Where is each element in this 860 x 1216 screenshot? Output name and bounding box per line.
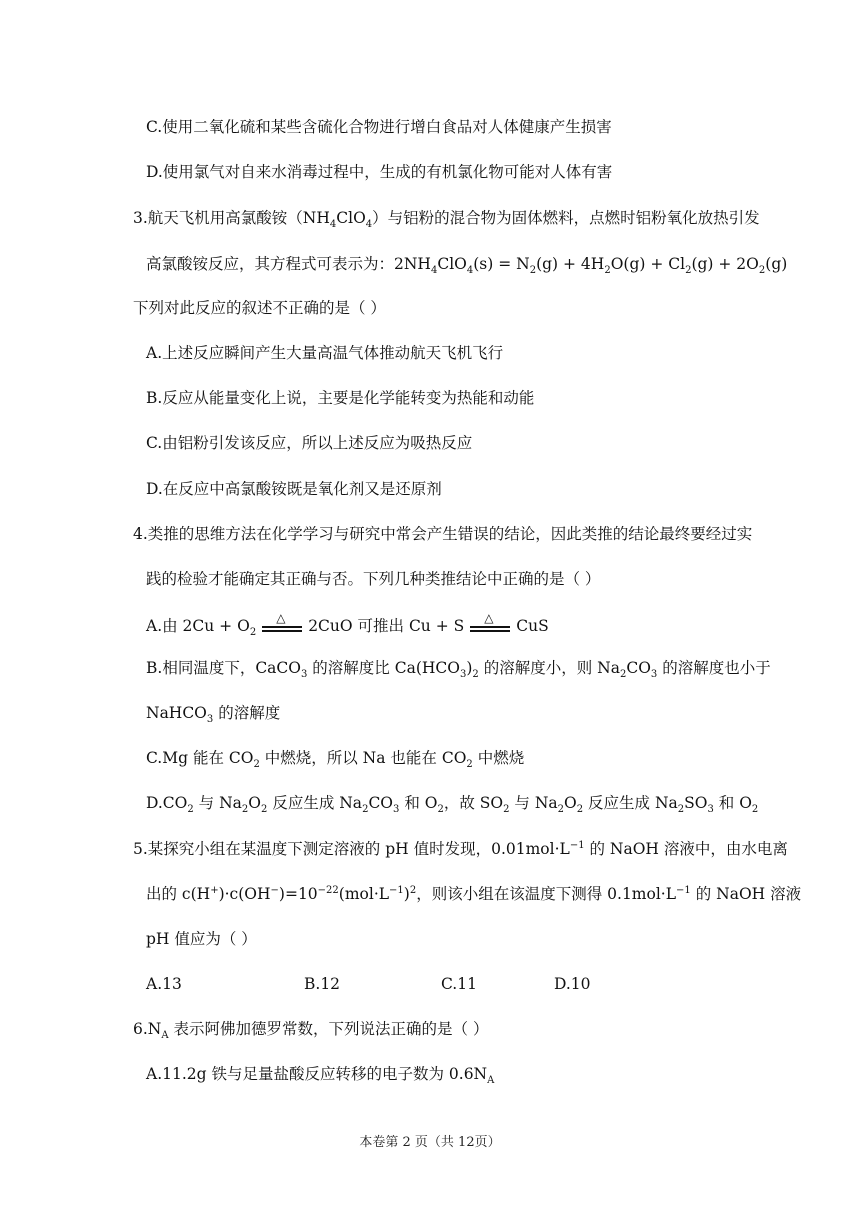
- q4-option-b-cont: NaHCO$_3$ 的溶解度: [146, 704, 281, 726]
- q3-equation: 高氯酸铵反应，其方程式可表示为：$2NH_4ClO_4(s) = N_2(g) + 4H_2O(g) + Cl_2(g) + 2O_2(g)$: [146, 255, 788, 277]
- q3-option-a: A.上述反应瞬间产生大量高温气体推动航天飞机飞行: [146, 344, 504, 362]
- q2-option-c: C.使用二氧化硫和某些含硫化合物进行增白食品对人体健康产生损害: [146, 118, 612, 136]
- q5-option-c: C.11: [441, 975, 477, 993]
- q4-option-a: A.由 $2Cu + O_2$ △ 2CuO 可推出 Cu + S △ CuS: [146, 611, 549, 639]
- q5-option-b: B.12: [304, 975, 341, 993]
- q6-stem: $6.N_A$ 表示阿佛加德罗常数，下列说法正确的是（ ）: [133, 1020, 489, 1042]
- q5-stem-line3: pH 值应为（ ）: [146, 930, 257, 948]
- q3-question: 下列对此反应的叙述不正确的是（ ）: [133, 299, 386, 317]
- q5-stem-line1: 5.某探究小组在某温度下测定溶液的 pH 值时发现，$0.01mol\cdot L^{-1}$ 的 NaOH 溶液中，由水电离: [133, 839, 788, 858]
- q5-stem-line2: 出的 $c(H^+)\cdot c(OH^-)=10^{-22}(mol\cdot L^{-1})^2$，则该小组在该温度下测得 $0.1mol\cdot L^{-1}$ 的 NaOH 溶液: [146, 884, 802, 903]
- q5-option-a: A.13: [146, 975, 182, 993]
- q3-option-b: B.反应从能量变化上说，主要是化学能转变为热能和动能: [146, 389, 535, 407]
- q4-stem-line2: 践的检验才能确定其正确与否。下列几种类推结论中正确的是（ ）: [146, 570, 601, 588]
- q4-stem-line1: 4.类推的思维方法在化学学习与研究中常会产生错误的结论，因此类推的结论最终要经过实: [133, 525, 753, 543]
- q6-option-a: A.11.2g 铁与足量盐酸反应转移的电子数为 $0.6N_A$: [146, 1065, 495, 1087]
- heating-equals-sign: △: [262, 617, 302, 637]
- q2-option-d: D.使用氯气对自来水消毒过程中，生成的有机氯化物可能对人体有害: [146, 163, 613, 181]
- q4-option-d: $D.CO_2$ 与 $Na_2O_2$ 反应生成 $Na_2CO_3$ 和 $O_2$，故 $SO_2$ 与 $Na_2O_2$ 反应生成 $Na_2SO_3$ 和 $O_2$: [146, 794, 759, 816]
- q3-option-d: D.在反应中高氯酸铵既是氧化剂又是还原剂: [146, 480, 442, 498]
- heating-equals-sign: △: [470, 617, 510, 637]
- q4-option-c: C.Mg 能在 $CO_2$ 中燃烧，所以 Na 也能在 $CO_2$ 中燃烧: [146, 749, 525, 771]
- page-footer: 本卷第 2 页（共 12页）: [359, 1135, 501, 1150]
- q5-option-d: D.10: [554, 975, 591, 993]
- q3-option-c: C.由铝粉引发该反应，所以上述反应为吸热反应: [146, 434, 473, 452]
- q4-option-b: B.相同温度下，CaCO$_3$ 的溶解度比 $Ca(HCO_3)_2$ 的溶解度小，则 $Na_2CO_3$ 的溶解度也小于: [146, 659, 771, 681]
- q3-stem: 3.航天飞机用高氯酸铵$(NH_4ClO_4)$与铝粉的混合物为固体燃料，点燃时铝粉氧化放热引发: [133, 209, 760, 231]
